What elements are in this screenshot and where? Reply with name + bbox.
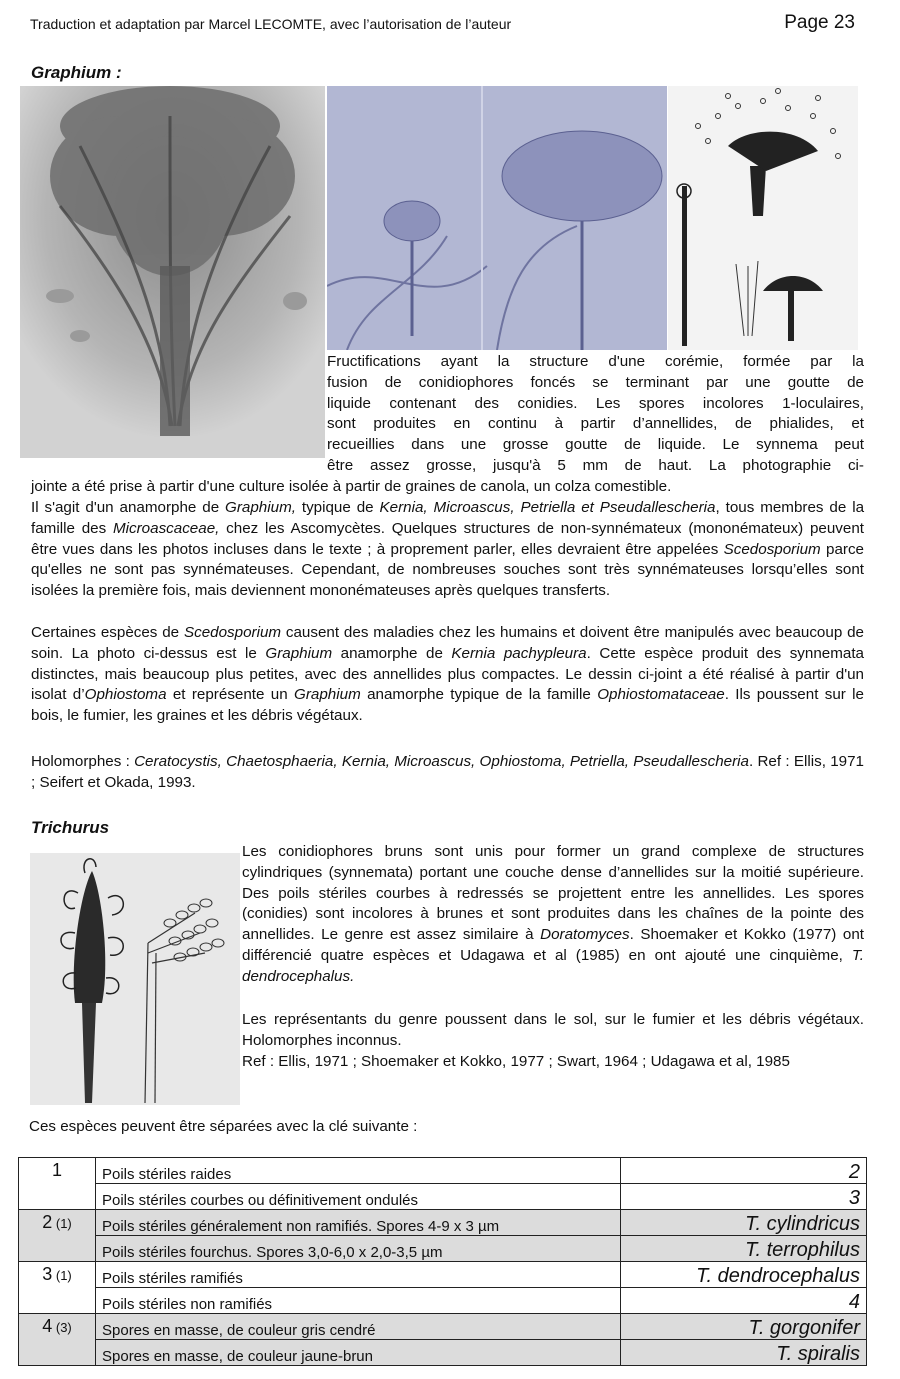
key-result: 4 xyxy=(621,1288,867,1314)
graphium-paragraph-1 xyxy=(327,352,864,477)
key-result: 3 xyxy=(621,1184,867,1210)
key-description: Poils stériles raides xyxy=(96,1158,621,1184)
italic-term: Graphium xyxy=(294,686,361,704)
graphium-paragraph-4 xyxy=(31,752,864,794)
key-step-label: 4 xyxy=(42,1316,53,1336)
graphium-paragraph-2 xyxy=(31,498,864,602)
trichurus-drawing xyxy=(30,853,240,1105)
key-description: Poils stériles courbes ou définitivement ondulés xyxy=(96,1184,621,1210)
text-segment: et représente un xyxy=(166,686,295,704)
key-step-number xyxy=(19,1158,96,1210)
key-row xyxy=(19,1210,867,1236)
key-row xyxy=(19,1288,867,1314)
key-step-label: 2 xyxy=(42,1212,53,1232)
text-line: liquide contenant des conidies. Les spores incolores 1-loculaires, xyxy=(327,394,864,412)
key-row xyxy=(19,1340,867,1366)
key-step-source: (1) xyxy=(52,1216,72,1231)
key-description: Spores en masse, de couleur jaune-brun xyxy=(96,1340,621,1366)
key-description: Poils stériles non ramifiés xyxy=(96,1288,621,1314)
key-step-label: 1 xyxy=(51,1160,62,1180)
trichurus-paragraph-1 xyxy=(242,842,864,988)
text-line: fusion de conidiophores foncés se terminant par une goutte de xyxy=(327,373,864,391)
key-row xyxy=(19,1314,867,1340)
key-description: Spores en masse, de couleur gris cendré xyxy=(96,1314,621,1340)
key-result: T. terrophilus xyxy=(621,1236,867,1262)
text-segment: . Ils poussent sur le bois, le fumier, les graines et les débris végétaux. xyxy=(31,686,865,725)
key-result: T. spiralis xyxy=(621,1340,867,1366)
key-step-number xyxy=(19,1262,96,1314)
italic-term: Microascaceae, xyxy=(113,519,220,537)
italic-term: Graphium xyxy=(265,644,333,662)
key-row xyxy=(19,1262,867,1288)
text-line: sont produites en continu à partir d’annellides, de phialides, et xyxy=(327,415,864,433)
text-segment: . Ref : Ellis, 1971 ; Seifert et Okada, 1993. xyxy=(31,753,864,791)
italic-term: Scedosporium xyxy=(723,540,821,558)
key-result: 2 xyxy=(621,1158,867,1184)
italic-term: Graphium, xyxy=(225,499,296,516)
key-step-label: 3 xyxy=(42,1264,53,1284)
key-result: T. dendrocephalus xyxy=(621,1262,867,1288)
text-line: recueillies dans une grosse goutte de liquide. Le synnema peut xyxy=(327,436,864,454)
text-segment: . Shoemaker et Kokko (1977) ont différencié quatre espèces et Udagawa et al (1985) en ont ajouté une cinquième, xyxy=(242,926,865,964)
key-step-source: (1) xyxy=(52,1268,72,1283)
key-description: Poils stériles ramifiés xyxy=(96,1262,621,1288)
text-segment: anamorphe de xyxy=(332,644,452,662)
text-segment: . Cette espèce produit des synnemata distinctes, mais beaucoup plus petites, avec des annellides plus compactes. Le dessin ci-joint a été réalisé à partir d'un isolat d’ xyxy=(31,644,864,704)
text-segment: parce qu'elles ne sont pas synnémateuses. Cependant, de nombreuses souches sont très synnémateuses lorsqu’elles sont isolées la première fois, mais deviennent mononémateuses après quelques transferts. xyxy=(31,540,864,600)
graphium-paragraph-3 xyxy=(31,623,864,727)
graphium-title: Graphium : xyxy=(31,63,122,82)
italic-term: Kernia, Microascus, Petriella et Pseudallescheria xyxy=(379,499,716,516)
italic-term: Doratomyces xyxy=(540,926,630,944)
trichurus-paragraph-2: Les représentants du genre poussent dans le sol, sur le fumier et les débris végétaux. Holomorphes inconnus. xyxy=(242,1011,864,1049)
text-segment: anamorphe typique de la famille xyxy=(360,686,598,704)
text-segment: , tous membres de la famille des xyxy=(31,499,865,537)
italic-term: Ceratocystis, Chaetosphaeria, Kernia, Microascus, Ophiostoma, Petriella, Pseudallescheria xyxy=(134,753,749,770)
text-line: être assez grosse, jusqu'à 5 mm de haut. La photographie ci- xyxy=(327,456,864,474)
text-line: Fructifications ayant la structure d'une corémie, formée par la xyxy=(327,353,864,370)
key-row xyxy=(19,1158,867,1184)
italic-term: T. dendrocephalus. xyxy=(242,946,864,985)
key-row xyxy=(19,1184,867,1210)
text-segment: Il s'agit d'un anamorphe de xyxy=(31,499,226,516)
text-segment: chez les Ascomycètes. Quelques structures de non-synnémateux (mononémateux) peuvent être vues dans les photos incluses dans le texte ; à proprement parler, elles devraient être appelées xyxy=(31,519,864,558)
key-step-number xyxy=(19,1314,96,1366)
graphium-photo-micrograph xyxy=(327,86,667,350)
graphium-paragraph-1-end: jointe a été prise à partir d'une culture isolée à partir de graines de canola, un colza comestible. xyxy=(31,478,672,495)
page-number: Page 23 xyxy=(784,12,855,33)
identification-key-table xyxy=(18,1157,867,1366)
text-segment: Holomorphes : xyxy=(31,753,135,770)
key-row xyxy=(19,1236,867,1262)
page-header-credit: Traduction et adaptation par Marcel LECOMTE, avec l’autorisation de l’auteur xyxy=(30,16,512,32)
graphium-drawing xyxy=(668,86,858,350)
graphium-photo-synnema xyxy=(20,86,325,458)
text-segment: causent des maladies chez les humains et doivent être manipulés avec beaucoup de soin. La photo ci-dessus est le xyxy=(31,624,864,662)
key-result: T. cylindricus xyxy=(621,1210,867,1236)
italic-term: Kernia pachypleura xyxy=(451,644,587,662)
key-description: Poils stériles généralement non ramifiés. Spores 4-9 x 3 µm xyxy=(96,1210,621,1236)
italic-term: Ophiostoma xyxy=(84,686,167,704)
key-result: T. gorgonifer xyxy=(621,1314,867,1340)
key-intro: Ces espèces peuvent être séparées avec la clé suivante : xyxy=(29,1118,418,1135)
trichurus-paragraph-3: Ref : Ellis, 1971 ; Shoemaker et Kokko, 1977 ; Swart, 1964 ; Udagawa et al, 1985 xyxy=(242,1053,790,1070)
trichurus-title: Trichurus xyxy=(31,818,110,837)
italic-term: Scedosporium xyxy=(183,624,282,641)
text-segment: typique de xyxy=(295,499,380,516)
text-segment: Certaines espèces de xyxy=(31,624,184,641)
italic-term: Ophiostomataceae xyxy=(597,686,725,704)
text-segment: Les conidiophores bruns sont unis pour former un grand complexe de structures cylindriques (synnemata) portant une couche dense d’annellides sur la moitié supérieure. Des poils stériles courbes à redressés se projettent entre les annellides. Les spores (conidies) sont incolores à brunes et sont produites dans les chaînes de la pointe des annellides. Le genre est assez similaire à xyxy=(242,843,864,944)
key-description: Poils stériles fourchus. Spores 3,0-6,0 x 2,0-3,5 µm xyxy=(96,1236,621,1262)
key-step-source: (3) xyxy=(52,1320,72,1335)
key-step-number xyxy=(19,1210,96,1262)
